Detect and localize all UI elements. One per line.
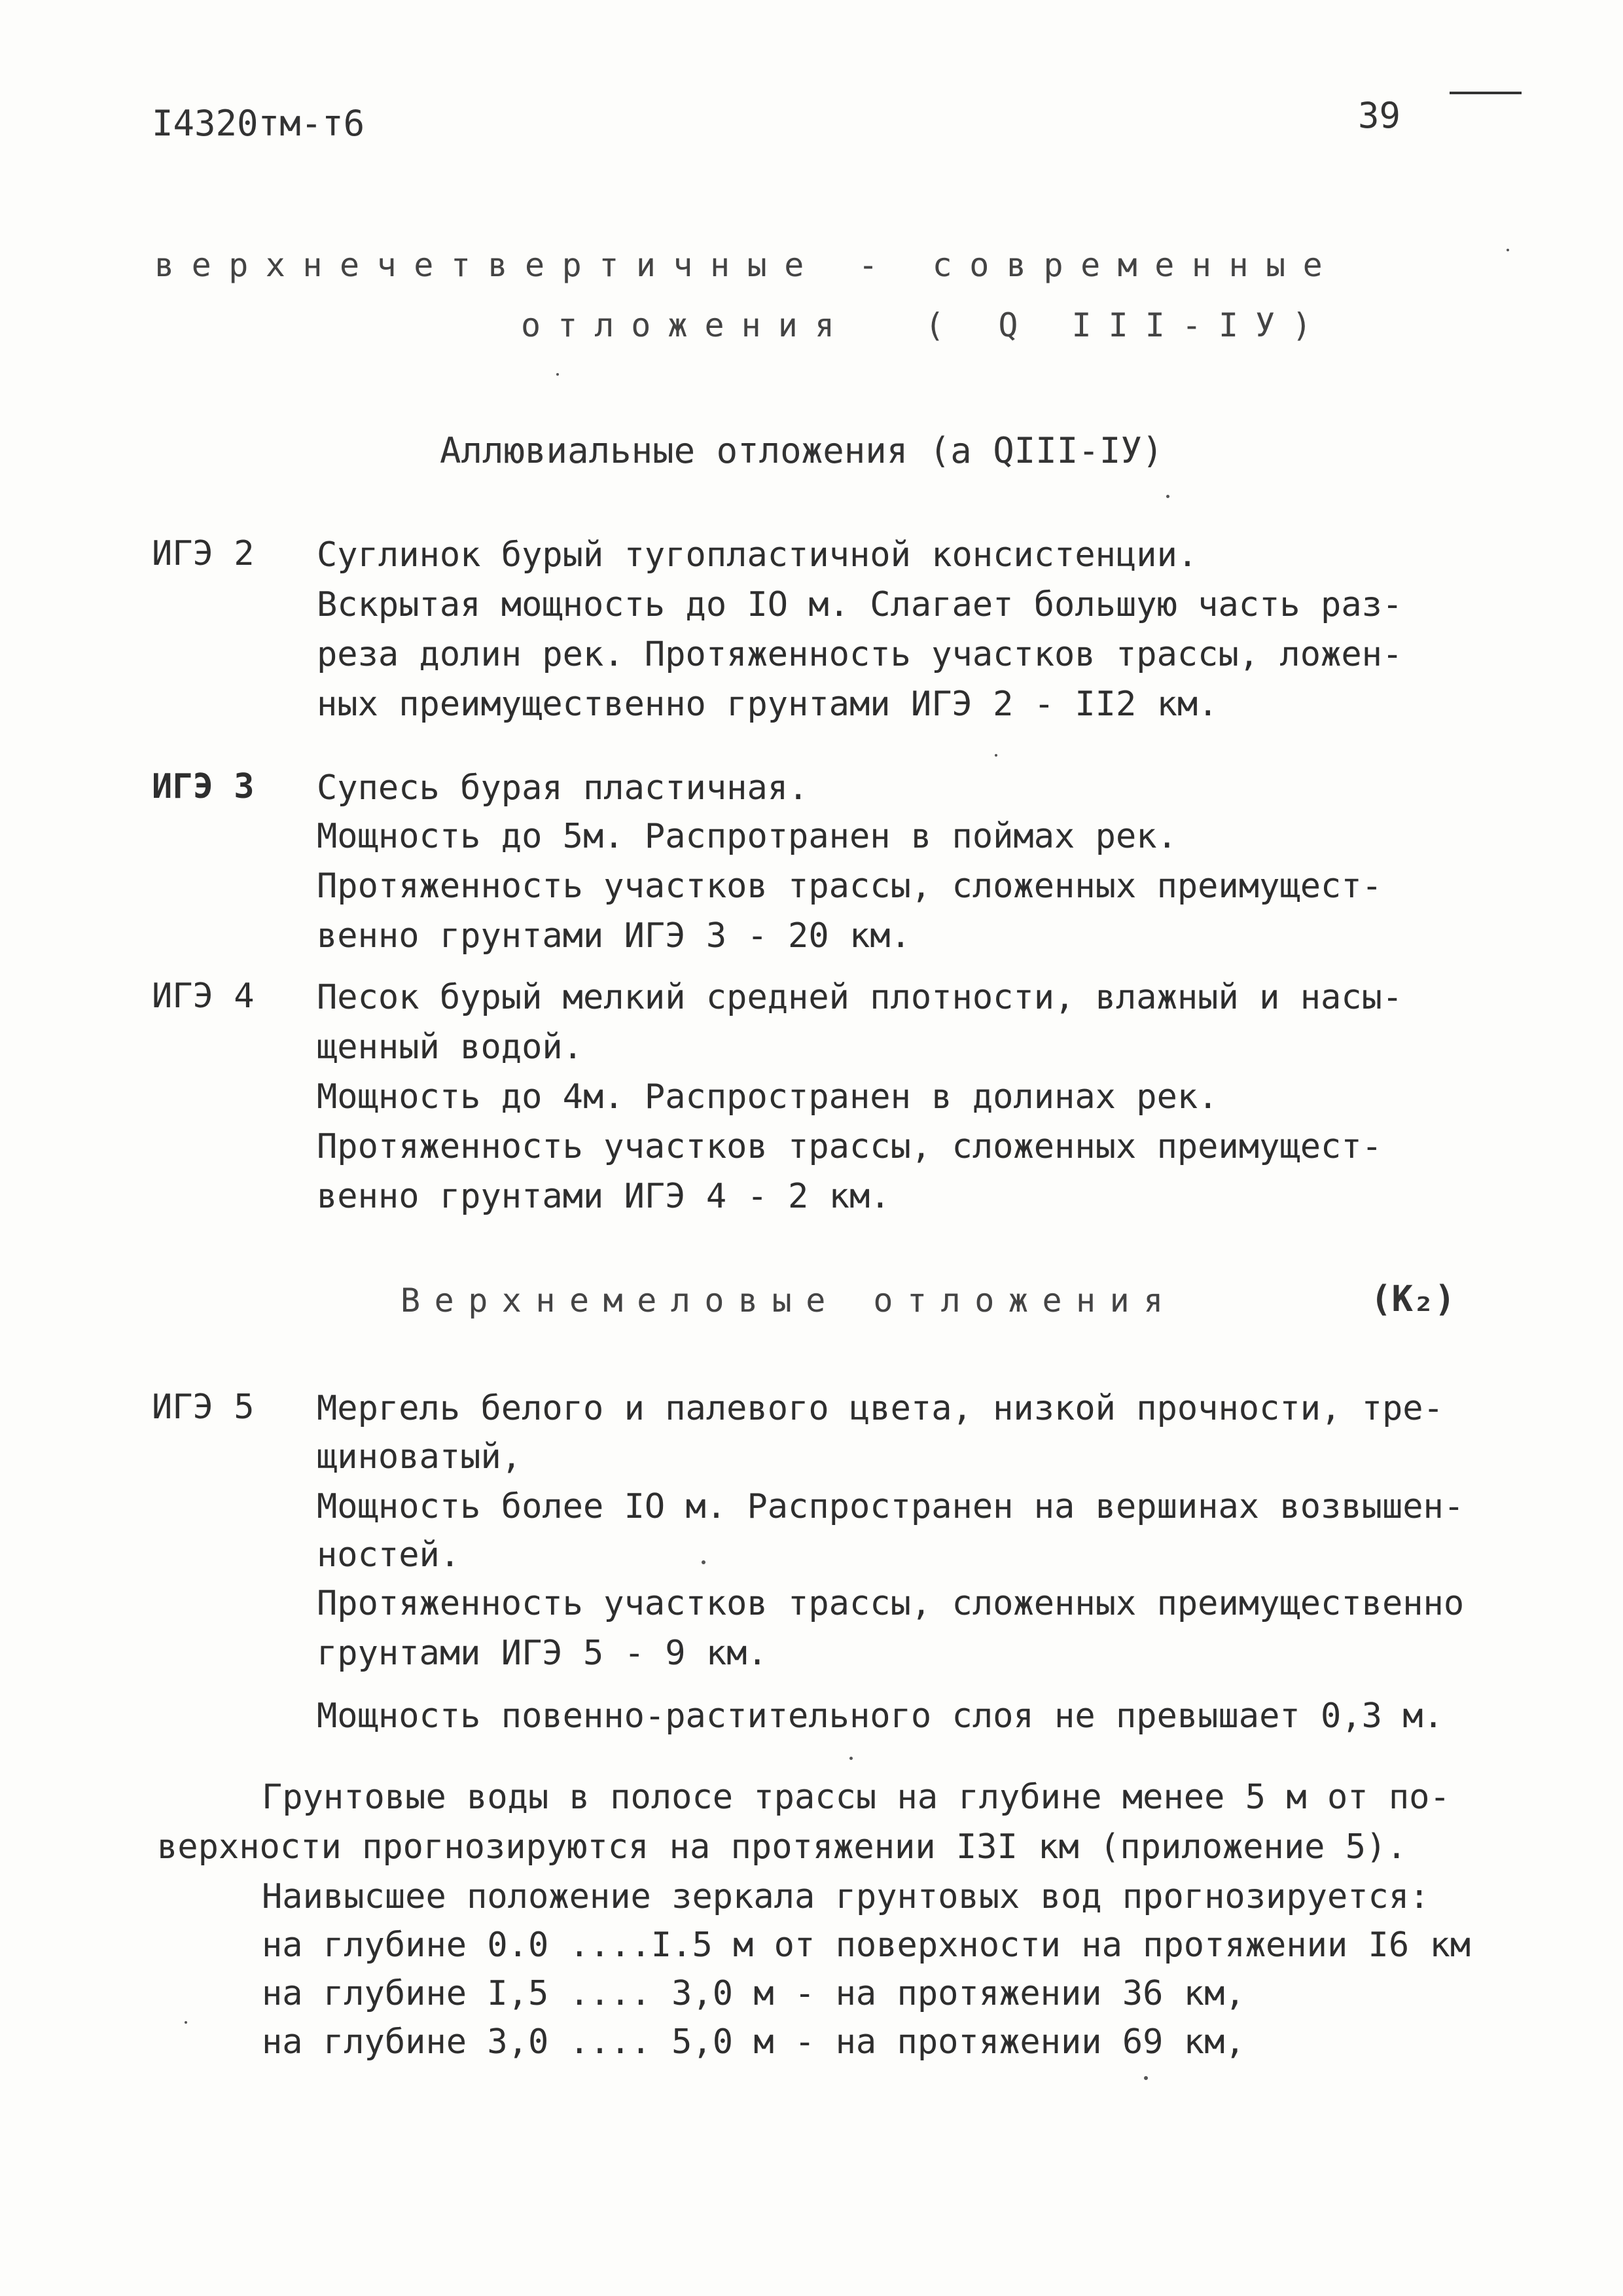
ige5-line3: Мощность более IO м. Распространен на вершинах возвышен- <box>317 1487 1465 1526</box>
scan-speck <box>1144 2076 1148 2080</box>
unit-label-ige4: ИГЭ 4 <box>152 977 255 1016</box>
page-number: 39 <box>1358 95 1401 136</box>
ige5-line5: Протяженность участков трассы, сложенных преимущественно <box>317 1584 1465 1623</box>
groundwater-intro: Наивысшее положение зеркала грунтовых вод прогнозируется: <box>262 1877 1430 1916</box>
ige4-line3: Мощность до 4м. Распространен в долинах рек. <box>317 1077 1219 1117</box>
ige4-line5: венно грунтами ИГЭ 4 - 2 км. <box>317 1177 891 1216</box>
document-code: I4320тм-т6 <box>152 103 365 144</box>
scan-speck <box>1166 495 1169 498</box>
scan-speck <box>995 754 997 757</box>
ige4-line4: Протяженность участков трассы, сложенных преимущест- <box>317 1127 1382 1166</box>
groundwater-depth-1: на глубине 0.0 ....I.5 м от поверхности на протяжении I6 км <box>262 1926 1471 1965</box>
ige4-line1: Песок бурый мелкий средней плотности, влажный и насы- <box>317 978 1403 1017</box>
cretaceous-heading: Верхнемеловые отложения <box>401 1282 1177 1319</box>
scan-speck <box>556 373 559 376</box>
groundwater-depth-2: на глубине I,5 .... 3,0 м - на протяжении 36 км, <box>262 1974 1245 2013</box>
ige5-line6: грунтами ИГЭ 5 - 9 км. <box>317 1634 768 1673</box>
soil-layer-note: Мощность повенно-растительного слоя не превышает 0,3 м. <box>317 1696 1444 1736</box>
alluvial-heading: Аллювиальные отложения (a QIII-IУ) <box>440 430 1164 471</box>
scan-speck <box>849 1757 853 1760</box>
top-right-rule <box>1450 92 1522 94</box>
ige3-line1: Супесь бурая пластичная. <box>317 768 809 808</box>
unit-label-ige3: ИГЭ 3 <box>152 767 255 806</box>
ige3-line3: Протяженность участков трассы, сложенных преимущест- <box>317 867 1382 906</box>
ige5-line2: щиноватый, <box>317 1437 522 1477</box>
scan-speck <box>1507 249 1509 251</box>
quaternary-title-line2: отложения ( Q III-IУ) <box>521 306 1329 344</box>
unit-label-ige2: ИГЭ 2 <box>152 534 255 573</box>
quaternary-title-line1: верхнечетвертичные - современные <box>154 246 1340 284</box>
ige3-line2: Мощность до 5м. Распротранен в поймах рек. <box>317 817 1177 856</box>
ige2-line3: реза долин рек. Протяженность участков трассы, ложен- <box>317 635 1403 674</box>
ige2-line2: Вскрытая мощность до IO м. Слагает большую часть раз- <box>317 585 1403 624</box>
unit-label-ige5: ИГЭ 5 <box>152 1388 255 1427</box>
groundwater-line1: Грунтовые воды в полосе трассы на глубине менее 5 м от по- <box>262 1778 1450 1817</box>
scan-speck <box>702 1560 705 1564</box>
ige5-line1: Мергель белого и палевого цвета, низкой прочности, тре- <box>317 1389 1444 1428</box>
groundwater-line2: верхности прогнозируются на протяжении I3I км (приложение 5). <box>157 1827 1407 1867</box>
ige2-line1: Суглинок бурый тугопластичной консистенции. <box>317 535 1198 575</box>
ige4-line2: щенный водой. <box>317 1028 583 1067</box>
scan-speck <box>185 2021 187 2024</box>
ige3-line4: венно грунтами ИГЭ 3 - 20 км. <box>317 916 911 956</box>
groundwater-depth-3: на глубине 3,0 .... 5,0 м - на протяжении 69 км, <box>262 2022 1245 2062</box>
cretaceous-symbol: (K₂) <box>1370 1278 1456 1319</box>
ige2-line4: ных преимущественно грунтами ИГЭ 2 - II2 км. <box>317 685 1219 724</box>
ige5-line4: ностей. <box>317 1535 461 1575</box>
